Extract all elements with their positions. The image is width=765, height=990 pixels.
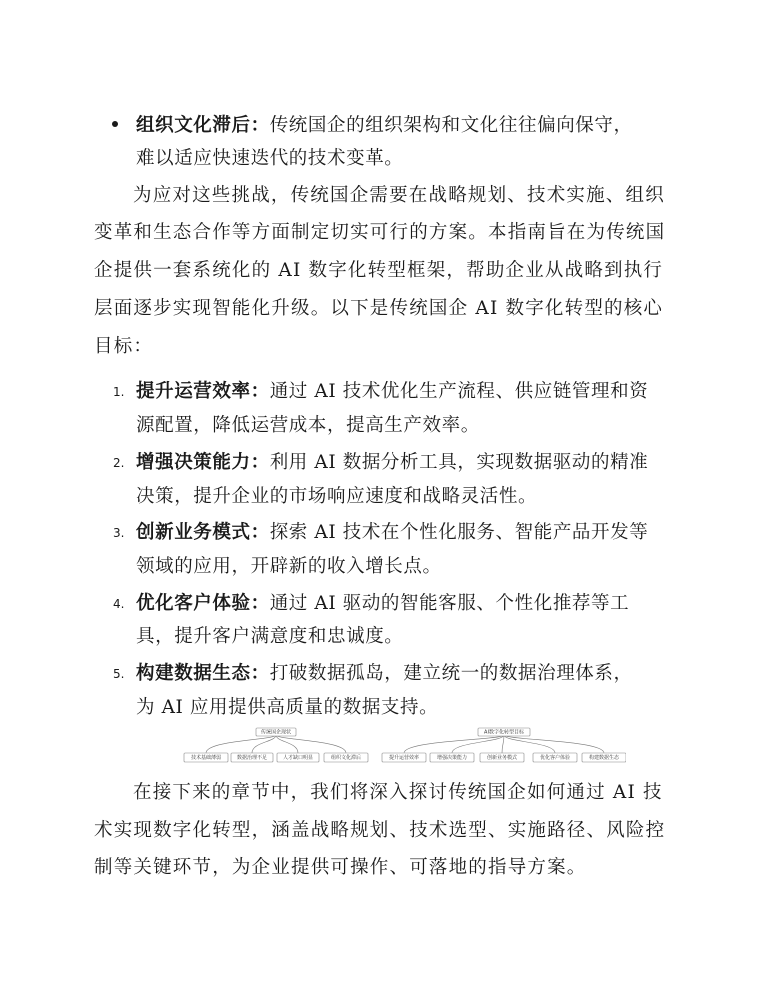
- right-child-node: [382, 753, 426, 762]
- right-child-label: 优化客户体验: [539, 755, 571, 762]
- edge: [206, 735, 276, 753]
- edge: [276, 735, 346, 753]
- left-child-node: [231, 753, 273, 762]
- left-child-label: 人才缺口明显: [282, 755, 314, 762]
- goal-text: 通过 AI 驱动的智能客服、个性化推荐等工: [269, 593, 630, 614]
- goal-label: 构建数据生态：: [136, 663, 270, 684]
- bullet-dot-icon: [112, 121, 118, 127]
- intro-line-4: 层面逐步实现智能化升级。以下是传统国企 AI 数字化转型的核心: [94, 298, 664, 319]
- goal-label: 增强决策能力：: [136, 452, 270, 473]
- right-child-label: 增强决策能力: [436, 755, 468, 762]
- outro-line-1: 在接下来的章节中，我们将深入探讨传统国企如何通过 AI 技: [133, 782, 663, 803]
- left-child-label: 技术基础薄弱: [190, 755, 222, 762]
- bullet-label: 组织文化滞后：: [136, 115, 270, 136]
- edge: [502, 735, 504, 753]
- right-child-node: [430, 753, 474, 762]
- goal-number: 2.: [113, 456, 125, 470]
- goal-text: 打破数据孤岛，建立统一的数据治理体系，: [269, 663, 633, 684]
- bullet-line-2: 难以适应快速迭代的技术变革。: [136, 148, 404, 169]
- right-child-node: [582, 753, 626, 762]
- goal-number: 4.: [113, 597, 125, 611]
- goal-line-1: [136, 521, 648, 545]
- goal-number: 3.: [113, 526, 125, 540]
- right-child-node: [533, 753, 577, 762]
- left-child-node: [324, 753, 368, 762]
- right-child-label: 创新业务模式: [486, 755, 518, 762]
- outro-line-2: 术实现数字化转型，涵盖战略规划、技术选型、实施路径、风险控: [94, 820, 666, 841]
- left-child-label: 数据治理不足: [236, 755, 268, 762]
- right-root-label: AI数字化转型目标: [484, 729, 524, 736]
- intro-line-2: 变革和生态合作等方面制定切实可行的方案。本指南旨在为传统国: [94, 222, 666, 243]
- goal-line-2: 具，提升客户满意度和忠诚度。: [136, 626, 404, 647]
- goal-label: 提升运营效率：: [136, 381, 270, 402]
- left-root-label: 传统国企现状: [260, 729, 292, 736]
- left-tree: [184, 728, 368, 762]
- goal-label: 优化客户体验：: [136, 593, 270, 614]
- left-child-node: [184, 753, 228, 762]
- goal-line-2: 源配置，降低运营成本，提高生产效率。: [136, 415, 480, 436]
- intro-line-3: 企提供一套系统化的 AI 数字化转型框架，帮助企业从战略到执行: [94, 260, 664, 281]
- goal-text: 利用 AI 数据分析工具，实现数据驱动的精准: [269, 452, 649, 473]
- edge: [452, 735, 504, 753]
- tree-diagram: [176, 726, 626, 770]
- right-child-label: 构建数据生态: [588, 755, 620, 762]
- goal-number: 1.: [113, 385, 125, 399]
- goal-line-1: [136, 380, 648, 404]
- goal-line-2: 决策，提升企业的市场响应速度和战略灵活性。: [136, 486, 538, 507]
- goal-text: 通过 AI 技术优化生产流程、供应链管理和资: [269, 381, 649, 402]
- right-root-node: [478, 728, 530, 736]
- goal-line-1: [136, 451, 648, 475]
- bullet-line-1: [136, 114, 633, 138]
- edge: [504, 735, 555, 753]
- goal-line-1: [136, 592, 629, 616]
- right-child-node: [480, 753, 524, 762]
- left-root-node: [256, 728, 296, 736]
- outro-line-3: 制等关键环节，为企业提供可操作、可落地的指导方案。: [94, 857, 587, 878]
- edge: [252, 735, 276, 753]
- goal-label: 创新业务模式：: [136, 522, 270, 543]
- bullet-text-1: 传统国企的组织架构和文化往往偏向保守，: [269, 115, 633, 136]
- left-child-node: [277, 753, 319, 762]
- intro-line-5: 目标：: [94, 336, 154, 357]
- goal-line-1: [136, 662, 633, 686]
- goal-line-2: 领域的应用，开辟新的收入增长点。: [136, 556, 442, 577]
- right-child-label: 提升运营效率: [388, 755, 420, 762]
- intro-line-1: 为应对这些挑战，传统国企需要在战略规划、技术实施、组织: [133, 185, 665, 206]
- goal-number: 5.: [113, 667, 125, 681]
- right-tree: [382, 728, 626, 762]
- left-child-label: 组织文化滞后: [330, 755, 362, 762]
- edge: [404, 735, 504, 753]
- goal-text: 探索 AI 技术在个性化服务、智能产品开发等: [269, 522, 649, 543]
- edge: [276, 735, 298, 753]
- goal-line-2: 为 AI 应用提供高质量的数据支持。: [136, 697, 439, 718]
